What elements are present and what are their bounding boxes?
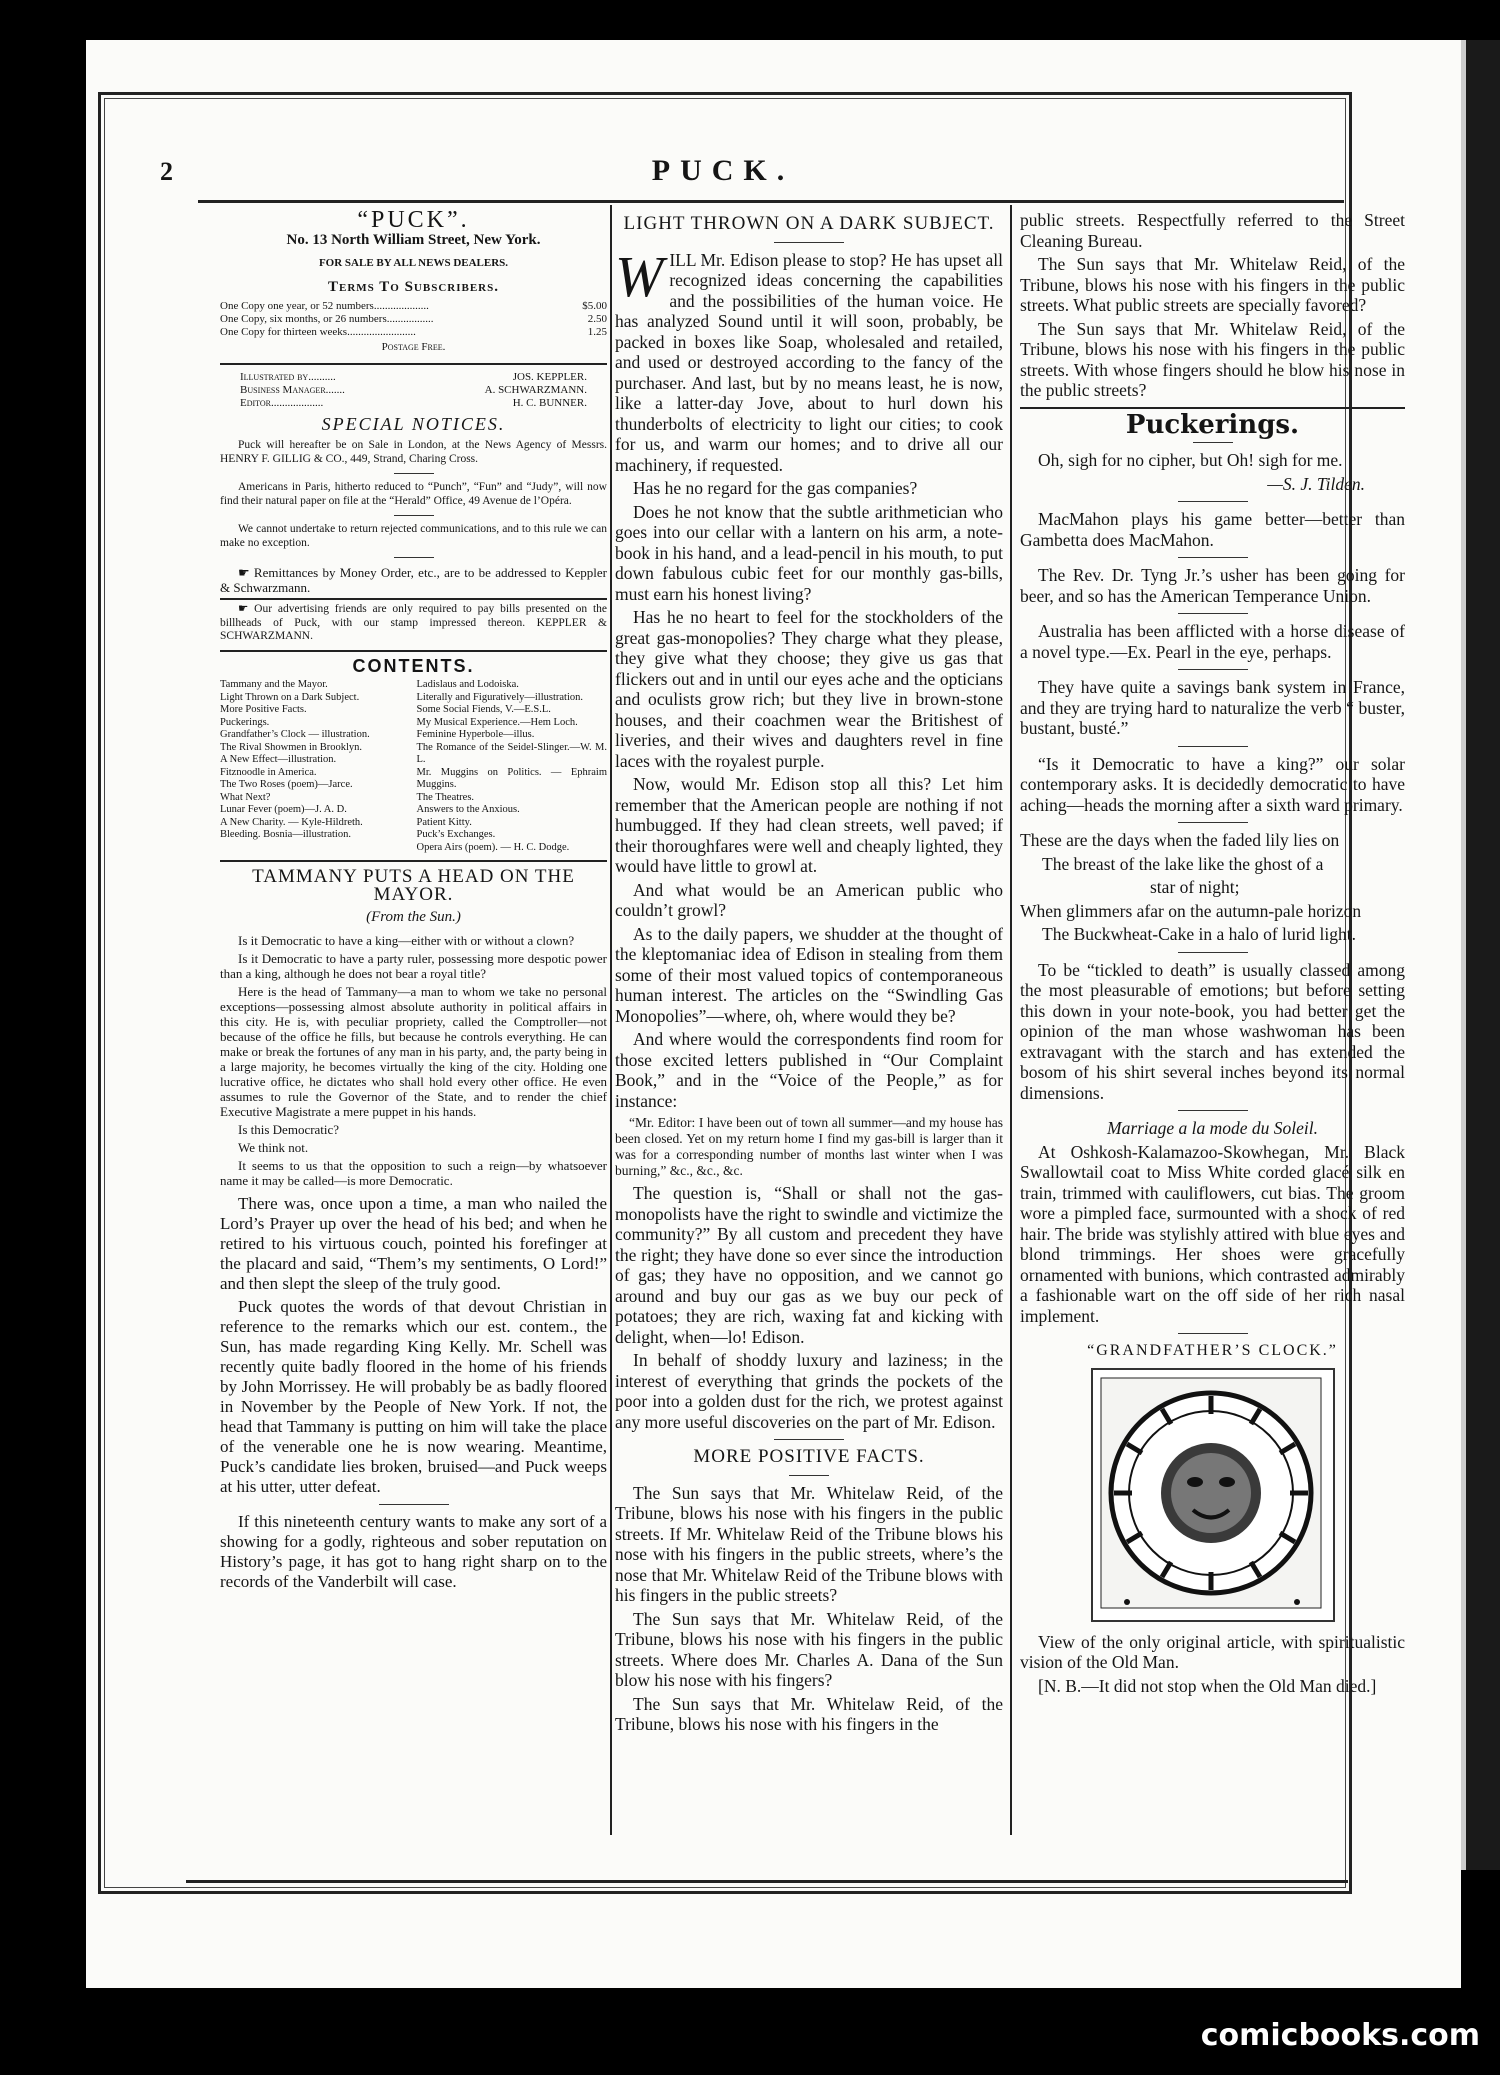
verse-line: Oh, sigh for no cipher, but Oh! sigh for me. (1038, 450, 1343, 470)
notice: ☛ Remittances by Money Order, etc., are to be addressed to Keppler & Schwarzmann. (220, 565, 607, 595)
notices-title: SPECIAL NOTICES. (321, 413, 506, 434)
puckering-item: To be “tickled to death” is usually classed among the most pleasurable of emotions; but before setting this down in your note-book, you had better get the opinion of the man whose washwoman has been extravagant with the starch and has extended the bosom of his shirt several inches beyond its normal dimensions. (1020, 959, 1405, 1103)
contents-item: Light Thrown on a Dark Subject. (220, 691, 360, 703)
contents-item: Fitznoodle in America. (220, 766, 317, 778)
poem-line: These are the days when the faded lily lies on (1020, 830, 1340, 850)
footer-rule (186, 1880, 1348, 1883)
article-paragraph: public streets. Respectfully referred to the Street Cleaning Bureau. (1020, 210, 1405, 251)
contents-item: A New Effect—illustration. (220, 754, 337, 765)
paper-address: No. 13 North William Street, New York. (286, 231, 541, 248)
article-paragraph: And what would be an American public who couldn’t growl? (615, 879, 1003, 920)
contents-item: More Positive Facts. (220, 704, 307, 715)
article-source: (From the Sun.) (366, 909, 461, 925)
article-paragraph: Has he no regard for the gas companies? (633, 478, 918, 498)
quoted-letter: “Mr. Editor: I have been out of town all summer—and my house has been closed. Yet on my return home I find my gas-bill is larger than it was for a corresponding number of months last winter when I was burning,” &c., &c., &c. (615, 1115, 1003, 1178)
article-paragraph: ILL Mr. Edison please to stop? He has upset all recognized ideas concerning the capabilities and the possibilities of the human voice. He has analyzed Sound until it will soon, probably, be packed in boxes like Soap, wholesaled and retailed, and used or destroyed according to the fancy of the purchaser. And last, but by no means least, he is now, like a latter-day Jove, about to hurl down his thunderbolts of electricity to light our cities; to cook for us, and warm our homes; and to drive all our machinery, if requested. (615, 249, 1003, 475)
article-paragraph: The Sun says that Mr. Whitelaw Reid, of the Tribune, blows his nose with his fingers in the public streets. If Mr. Whitelaw Reid of the Tribune blows his nose with his fingers in the public streets, where’s the nose that Mr. Whitelaw Reid of the Tribune blows with his fingers in the public streets? (615, 1482, 1003, 1605)
illustration-caption: View of the only original article, with spiritualistic vision of the Old Man. (1020, 1631, 1405, 1672)
column-right (1020, 210, 1405, 1699)
article-title: MORE POSITIVE FACTS. (693, 1446, 925, 1467)
notice: We cannot undertake to return rejected communications, and to this rule we can make no exception. (220, 523, 607, 549)
rate-row: One Copy for thirteen weeks......................... 1.25 (220, 326, 607, 338)
article-paragraph: It seems to us that the opposition to such a reign—by whatsoever name it may be called—is more Democratic. (220, 1157, 607, 1188)
article-paragraph: The Sun says that Mr. Whitelaw Reid, of the Tribune, blows his nose with his fingers in the public streets. With whose fingers should he blow his nose in the public streets? (1020, 318, 1405, 400)
article-title: LIGHT THROWN ON A DARK SUBJECT. (623, 213, 995, 234)
contents-item: Mr. Muggins on Politics. — Ephraim Muggins. (416, 766, 607, 790)
contents-item: What Next? (220, 791, 271, 803)
contents-item: The Two Roses (poem)—Jarce. (220, 779, 353, 790)
contents-item: Lunar Fever (poem)—J. A. D. (220, 804, 347, 815)
puckering-item: “Is it Democratic to have a king?” our solar contemporary asks. It is decidedly democratic to have aching—heads the morning after a sixth ward primary. (1020, 753, 1405, 815)
drop-cap: W (615, 243, 664, 309)
contents-item: Puckerings. (220, 716, 270, 728)
contents-item: The Romance of the Seidel-Slinger.—W. M. L. (416, 741, 607, 765)
staff-row: Editor................... H. C. BUNNER. (240, 396, 587, 409)
puckering-item: MacMahon plays his game better—better than Gambetta does MacMahon. (1020, 509, 1405, 550)
contents-item: Tammany and the Mayor. (220, 679, 328, 690)
article-paragraph: The question is, “Shall or shall not the gas-monopolists have the right to swindle and victimize the community?” By all custom and precedent they have the right; they have done so ever since the introduction of gas; they have no opposition, and we cannot go around and buy our gas as we buy our peck of potatoes; they are rich, waxing fat and kicking with delight, when—lo! Edison. (615, 1183, 1003, 1347)
column-rule (1010, 205, 1012, 1835)
sale-note: FOR SALE BY ALL NEWS DEALERS. (318, 257, 509, 269)
rate-row: One Copy one year, or 52 numbers.................... $5.00 (220, 300, 607, 312)
terms-title: Terms To Subscribers. (328, 278, 499, 295)
article-paragraph: We think not. (238, 1139, 309, 1155)
divider (220, 650, 607, 652)
verse-attribution: —S. J. Tilden. (1267, 473, 1365, 494)
contents-item: Opera Airs (poem). — H. C. Dodge. (416, 841, 570, 853)
section-title: Puckerings. (1125, 409, 1300, 440)
contents-item: Answers to the Anxious. (416, 804, 520, 815)
article-paragraph: Does he not know that the subtle arithmetician who goes into our cellar with a lantern on his arm, a note-book in his hand, and a lead-pencil in his mouth, to put down fabulous cubic feet for our monthly gas-bills, must earn his honest living? (615, 501, 1003, 604)
illustration-note: [N. B.—It did not stop when the Old Man died.] (1038, 1675, 1377, 1696)
column-left (220, 207, 607, 1595)
contents-list (220, 679, 607, 854)
notice: Americans in Paris, hitherto reduced to “Punch”, “Fun” and “Judy”, will now find their natural paper on file at the “Herald” Office, 49 Avenue de l’Opéra. (220, 481, 607, 507)
column-middle (615, 210, 1003, 1738)
article-paragraph: As to the daily papers, we shudder at the thought of the kleptomaniac idea of Edison in stealing from them some of their most valued topics of contemporaneous human interest. The articles on the “Swindling Gas Monopolies”—where, oh, where would they be? (615, 923, 1003, 1026)
page-header (100, 110, 1346, 187)
scan-edge (1460, 40, 1500, 1870)
contents-item: The Theatres. (416, 791, 475, 803)
divider (220, 363, 607, 365)
contents-item: Ladislaus and Lodoiska. (416, 679, 519, 690)
contents-item: Some Social Fiends, V.—E.S.L. (416, 704, 551, 715)
poem-line: When glimmers afar on the autumn-pale horizon (1020, 900, 1362, 921)
article-paragraph: The Sun says that Mr. Whitelaw Reid, of the Tribune, blows his nose with his fingers in the public streets. Where does Mr. Charles A. Dana of the Sun blow his nose with his fingers? (615, 1608, 1003, 1690)
poem-line: The breast of the lake like the ghost of a (1042, 853, 1324, 874)
masthead-title: PUCK. (651, 154, 795, 187)
staff-row: Business Manager....... A. SCHWARZMANN. (240, 383, 587, 396)
article-paragraph: The Sun says that Mr. Whitelaw Reid, of the Tribune, blows his nose with his fingers in the public streets. What public streets are specially favored? (1020, 254, 1405, 315)
poem-line: star of night; (1150, 877, 1240, 897)
contents-item: My Musical Experience.—Hem Loch. (416, 716, 578, 728)
contents-title: CONTENTS. (352, 655, 475, 676)
puckering-item: Australia has been afflicted with a horse disease of a novel type.—Ex. Pearl in the eye, perhaps. (1020, 621, 1405, 662)
marriage-title: Marriage a la mode du Soleil. (1107, 1118, 1318, 1138)
article-paragraph: Is it Democratic to have a king—either with or without a clown? (238, 932, 575, 948)
rate-row: One Copy, six months, or 26 numbers................. 2.50 (220, 313, 607, 325)
contents-item: A New Charity. — Kyle-Hildreth. (220, 816, 363, 828)
article-title: TAMMANY PUTS A HEAD ON THE MAYOR. (252, 866, 575, 905)
staff-row: Illustrated by.......... JOS. KEPPLER. (240, 370, 587, 383)
poem (1020, 830, 1405, 945)
header-rule (198, 200, 1344, 203)
contents-item: The Rival Showmen in Brooklyn. (220, 741, 363, 753)
article-paragraph: Now, would Mr. Edison stop all this? Let him remember that the American people are nothing if not humbugged. If they had clean streets, well paved; if their thoroughfares were well and cheaply lighted, they would have little to growl at. (615, 774, 1003, 876)
poem-line: The Buckwheat-Cake in a halo of lurid light. (1042, 924, 1356, 944)
contents-item: Puck’s Exchanges. (416, 829, 496, 840)
notice: ☛ Our advertising friends are only required to pay bills presented on the billheads of Puck, with our stamp impressed thereon. KEPPLER & SCHWARZMANN. (220, 603, 607, 642)
grandfathers-clock-illustration (1091, 1368, 1335, 1622)
article-paragraph: If this nineteenth century wants to make any sort of a showing for a godly, righteous and sober reputation on History’s page, it has got to hang right sharp on to the records of the Vanderbilt will case. (220, 1511, 607, 1591)
article-paragraph: Is it Democratic to have a party ruler, possessing more despotic power than a king, although he does not bear a royal title? (220, 950, 607, 981)
article-paragraph: There was, once upon a time, a man who nailed the Lord’s Prayer up over the head of his bed; and when he retired to his virtuous couch, pointed his forefinger at the placard and said, “Them’s my sentiments, O Lord!” and then slept the sleep of the truly good. (220, 1193, 607, 1293)
postage-note: Postage Free. (381, 341, 446, 353)
article-paragraph: Has he no heart to feel for the stockholders of the great gas-monopolies? They charge what they please, they give what they choose; they give us gas that flickers out and in until our eyes ache and the opticians and oculists grow rich; but they live in brown-stone houses, and their coachmen wear the Britishest of liveries, and their wives and daughters revel in fine laces with the royalest purple. (615, 607, 1003, 771)
article-paragraph: Puck quotes the words of that devout Christian in reference to the remarks which our est. contem., the Sun, has made regarding King Kelly. Mr. Schell was recently quite badly floored in the home of his friends by John Morrissey. He will probably be as badly floored in November by the People of New York. If not, the head that Tammany is putting on him will take the place of the venerable one he is now wearing. Meantime, Puck’s candidate lies broken, bruised—and Puck weeps at his utter, utter defeat. (220, 1296, 607, 1496)
contents-item: Patient Kitty. (416, 816, 472, 828)
puckering-item: They have quite a savings bank system in France, and they are trying hard to naturalize the verb “ buster, bustant, busté.” (1020, 677, 1405, 738)
page-number: 2 (160, 157, 173, 186)
article-paragraph: The Sun says that Mr. Whitelaw Reid, of the Tribune, blows his nose with his fingers in the (615, 1693, 1003, 1734)
article-paragraph: Is this Democratic? (238, 1121, 340, 1137)
divider (220, 860, 607, 862)
article-paragraph: In behalf of shoddy luxury and laziness; in the interest of everything that grinds the pockets of the poor into a golden dust for the rich, we protest against any more useful discoveries on the part of Mr. Edison. (615, 1350, 1003, 1432)
contents-item: Bleeding. Bosnia—illustration. (220, 829, 351, 840)
contents-item: Feminine Hyperbole—illus. (416, 729, 535, 740)
notice: Puck will hereafter be on Sale in London, at the News Agency of Messrs. HENRY F. GILLIG & CO., 449, Strand, Charing Cross. (220, 439, 607, 465)
source-watermark: comicbooks.com (1200, 2018, 1480, 2053)
article-paragraph: Here is the head of Tammany—a man to whom we take no personal exceptions—possessing almost absolute authority in political affairs in this city. He is, with peculiar propriety, called the Comptroller—not because of the office he fills, but because he controls everything. He can make or break the fortunes of any man in his party, and, the party being in a large majority, he becomes virtually the king of the city. Holding one lucrative office, he dictates who shall hold every other office. He even assumes to rule the Governor of the State, and to render the chief Executive Magistrate a mere puppet in his hands. (220, 983, 607, 1119)
clock-face-icon (1093, 1370, 1329, 1616)
contents-item: Grandfather’s Clock — illustration. (220, 729, 370, 740)
column-rule (610, 205, 612, 1835)
puckering-item: The Rev. Dr. Tyng Jr.’s usher has been going for beer, and so has the American Temperance Union. (1020, 565, 1405, 606)
puckering-item: At Oshkosh-Kalamazoo-Skowhegan, Mr. Black Swallowtail coat to Miss White corded glacé silk en train, trimmed with cauliflowers, cut bias. The groom wore a pimpled face, surmounted with a shock of red hair. The bride was stylishly attired with blue eyes and blond trimmings. Her shoes were gracefully ornamented with bunions, which contrasted admirably a fashionable wart on the off side of her rich nasal implement. (1020, 1141, 1405, 1326)
illustration-title: “GRANDFATHER’S CLOCK.” (1087, 1342, 1338, 1359)
paper-title: “PUCK”. (357, 207, 470, 233)
article-paragraph: And where would the correspondents find room for those excited letters published in “Our Complaint Book,” and in the “Voice of the People,” as for instance: (615, 1029, 1003, 1111)
contents-item: Literally and Figuratively—illustration. (416, 691, 584, 703)
